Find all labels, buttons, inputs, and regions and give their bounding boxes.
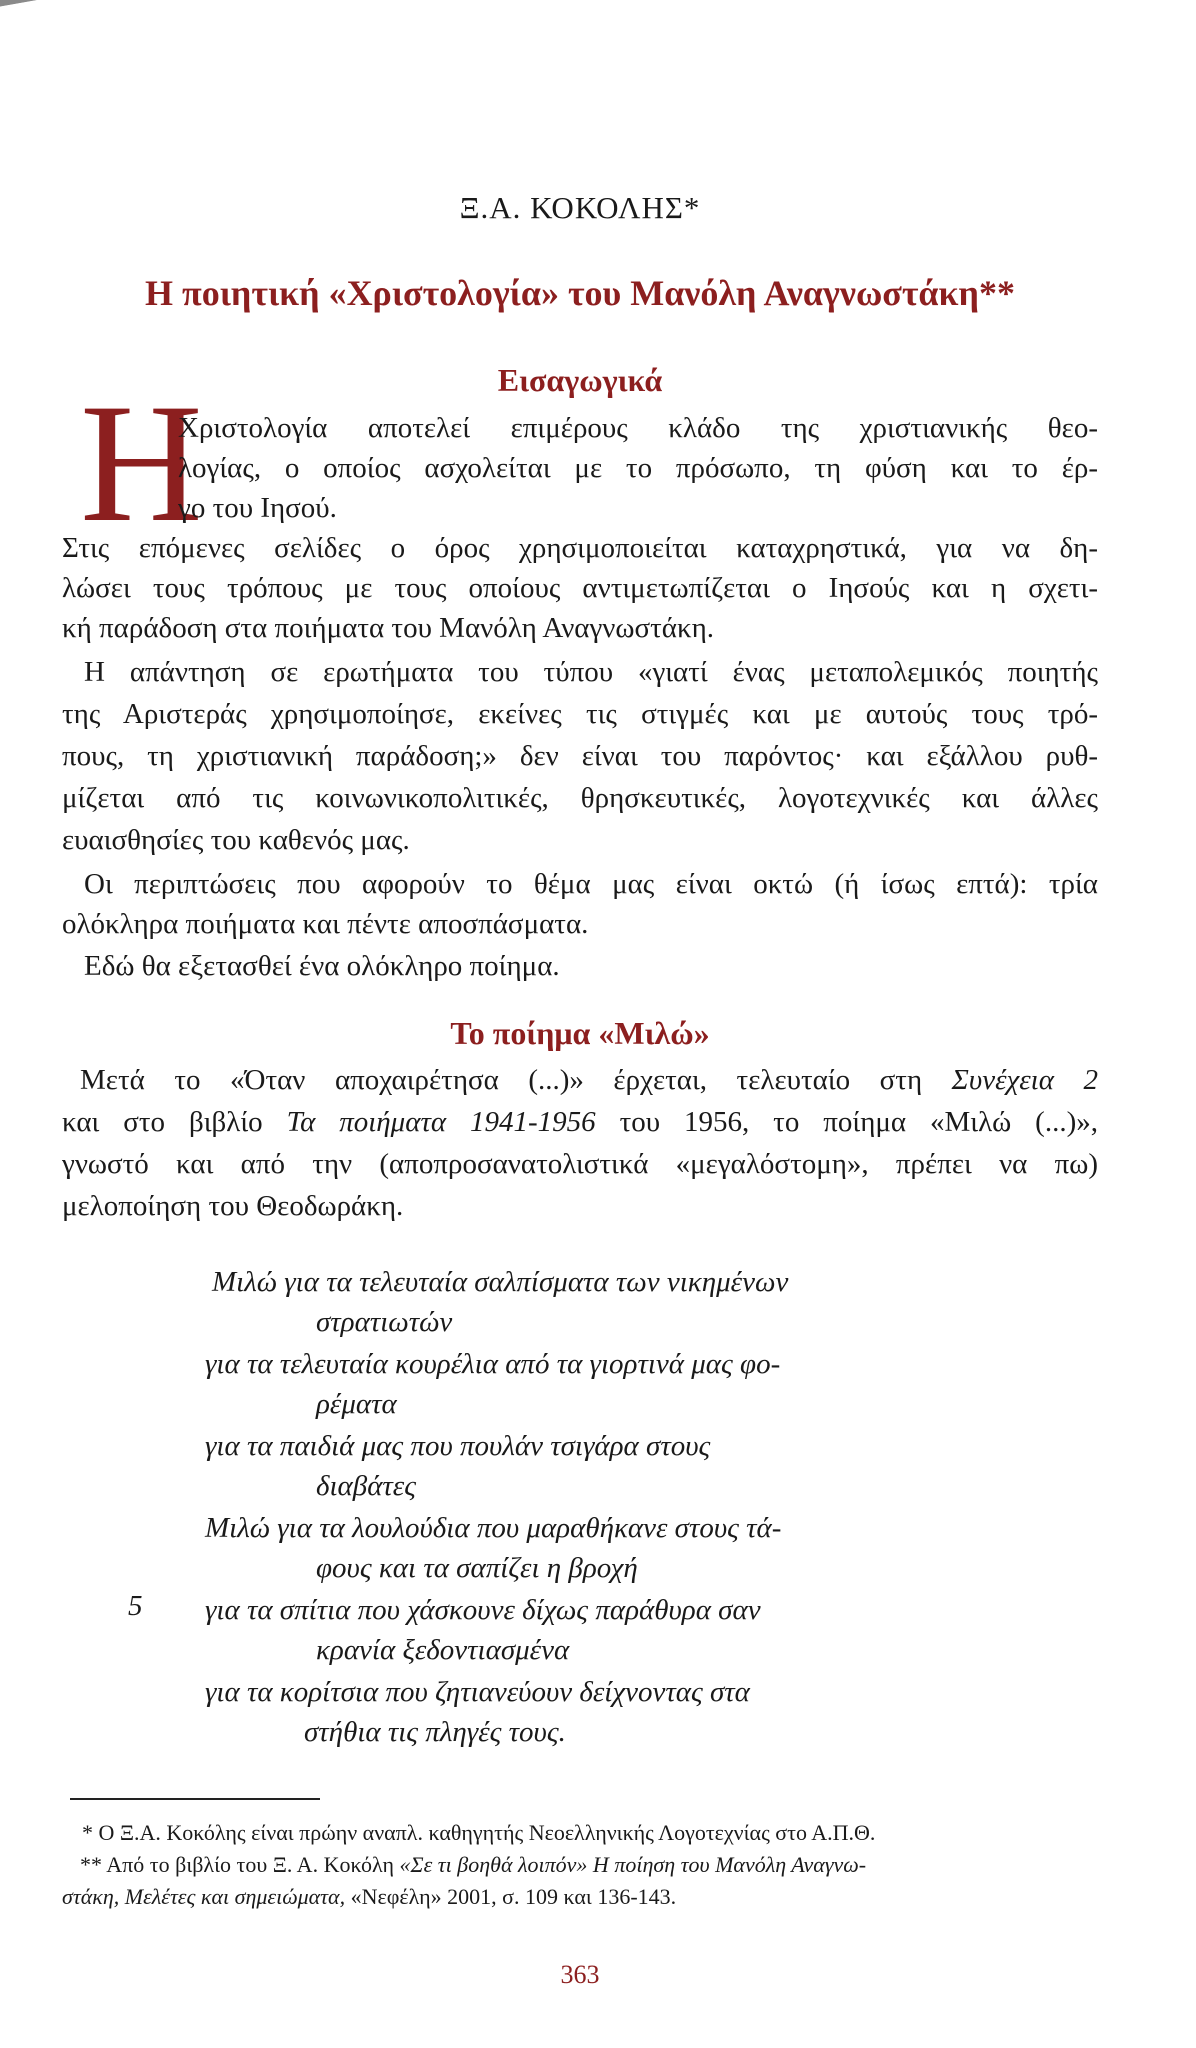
paragraph-line: γνωστό και από την (αποπροσανατολιστικά «μεγαλόστομη», πρέπει να πω): [62, 1148, 1098, 1180]
poem-line: για τα παιδιά μας που πουλάν τσιγάρα στους: [205, 1430, 711, 1462]
poem-line: στήθια τις πληγές τους.: [304, 1716, 566, 1748]
poem-line: φους και τα σαπίζει η βροχή: [316, 1552, 638, 1584]
scan-corner-mark: [0, 0, 40, 14]
footnote-2: ** Από το βιβλίο του Ξ. Α. Κοκόλη «Σε τι βοηθά λοιπόν» Η ποίηση του Μανόλη Αναγνω-: [80, 1852, 867, 1877]
paragraph-line: κή παράδοση στα ποιήματα του Μανόλη Αναγνωστάκη.: [62, 612, 715, 644]
poem-line: Μιλώ για τα λουλούδια που μαραθήκανε στους τά-: [205, 1512, 782, 1544]
drop-cap: Η: [80, 369, 203, 557]
paragraph-line: μίζεται από τις κοινωνικοπολιτικές, θρησκευτικές, λογοτεχνικές και άλλες: [62, 782, 1098, 814]
paragraph-line: ολόκληρα ποιήματα και πέντε αποσπάσματα.: [62, 908, 589, 940]
section-heading-introduction: Εισαγωγικά: [497, 362, 663, 398]
paragraph-line: λογίας, ο οποίος ασχολείται με το πρόσωπο, τη φύση και το έρ-: [178, 452, 1098, 484]
poem-line: στρατιωτών: [316, 1306, 453, 1338]
paragraph-line: της Αριστεράς χρησιμοποίησε, εκείνες τις στιγμές και με αυτούς τους τρό-: [62, 698, 1098, 730]
author-name: Ξ.Α. ΚΟΚΟΛΗΣ*: [459, 190, 701, 225]
poem-line: διαβάτες: [316, 1470, 416, 1502]
paragraph-line: Η απάντηση σε ερωτήματα του τύπου «γιατί ένας μεταπολεμικός ποιητής: [84, 656, 1098, 688]
section-heading-poem: Το ποίημα «Μιλώ»: [450, 1015, 710, 1051]
paragraph-line: Οι περιπτώσεις που αφορούν το θέμα μας είναι οκτώ (ή ίσως επτά): τρία: [84, 868, 1098, 900]
poem-line-number: 5: [128, 1590, 143, 1622]
paragraph-line: Χριστολογία αποτελεί επιμέρους κλάδο της χριστιανικής θεο-: [178, 412, 1098, 444]
page-number: 363: [560, 1960, 600, 1989]
footnote-rule: [70, 1798, 320, 1800]
poem-line: για τα κορίτσια που ζητιανεύουν δείχνοντας στα: [205, 1676, 750, 1708]
poem-line: για τα σπίτια που χάσκουνε δίχως παράθυρα σαν: [205, 1594, 761, 1626]
article-title: Η ποιητική «Χριστολογία» του Μανόλη Αναγνωστάκη**: [145, 273, 1015, 313]
poem-line: ρέματα: [316, 1388, 397, 1420]
paragraph-line: Μετά το «Όταν αποχαιρέτησα (...)» έρχεται, τελευταίο στη Συνέχεια 2: [80, 1064, 1098, 1096]
footnote-1: * Ο Ξ.Α. Κοκόλης είναι πρώην αναπλ. καθηγητής Νεοελληνικής Λογοτεχνίας στο Α.Π.Θ.: [82, 1820, 876, 1845]
paragraph-line: και στο βιβλίο Τα ποιήματα 1941-1956 του 1956, το ποίημα «Μιλώ (...)»,: [62, 1106, 1098, 1138]
paragraph-line: μελοποίηση του Θεοδωράκη.: [62, 1190, 404, 1222]
poem-line: για τα τελευταία κουρέλια από τα γιορτινά μας φο-: [205, 1348, 781, 1380]
poem-line: Μιλώ για τα τελευταία σαλπίσματα των νικημένων: [212, 1266, 789, 1298]
footnote-2-continued: στάκη, Μελέτες και σημειώματα, «Νεφέλη» 2001, σ. 109 και 136-143.: [62, 1884, 677, 1909]
paragraph-line: γο του Ιησού.: [178, 492, 337, 524]
paragraph-line: ευαισθησίες του καθενός μας.: [62, 824, 410, 856]
poem-line: κρανία ξεδοντιασμένα: [316, 1634, 570, 1666]
paragraph-line: Στις επόμενες σελίδες ο όρος χρησιμοποιείται καταχρηστικά, για να δη-: [62, 532, 1098, 564]
paragraph-line: λώσει τους τρόπους με τους οποίους αντιμετωπίζεται ο Ιησούς και η σχετι-: [62, 572, 1098, 604]
paragraph-line: Εδώ θα εξετασθεί ένα ολόκληρο ποίημα.: [84, 950, 560, 982]
paragraph-line: πους, τη χριστιανική παράδοση;» δεν είναι του παρόντος· και εξάλλου ρυθ-: [62, 740, 1098, 772]
